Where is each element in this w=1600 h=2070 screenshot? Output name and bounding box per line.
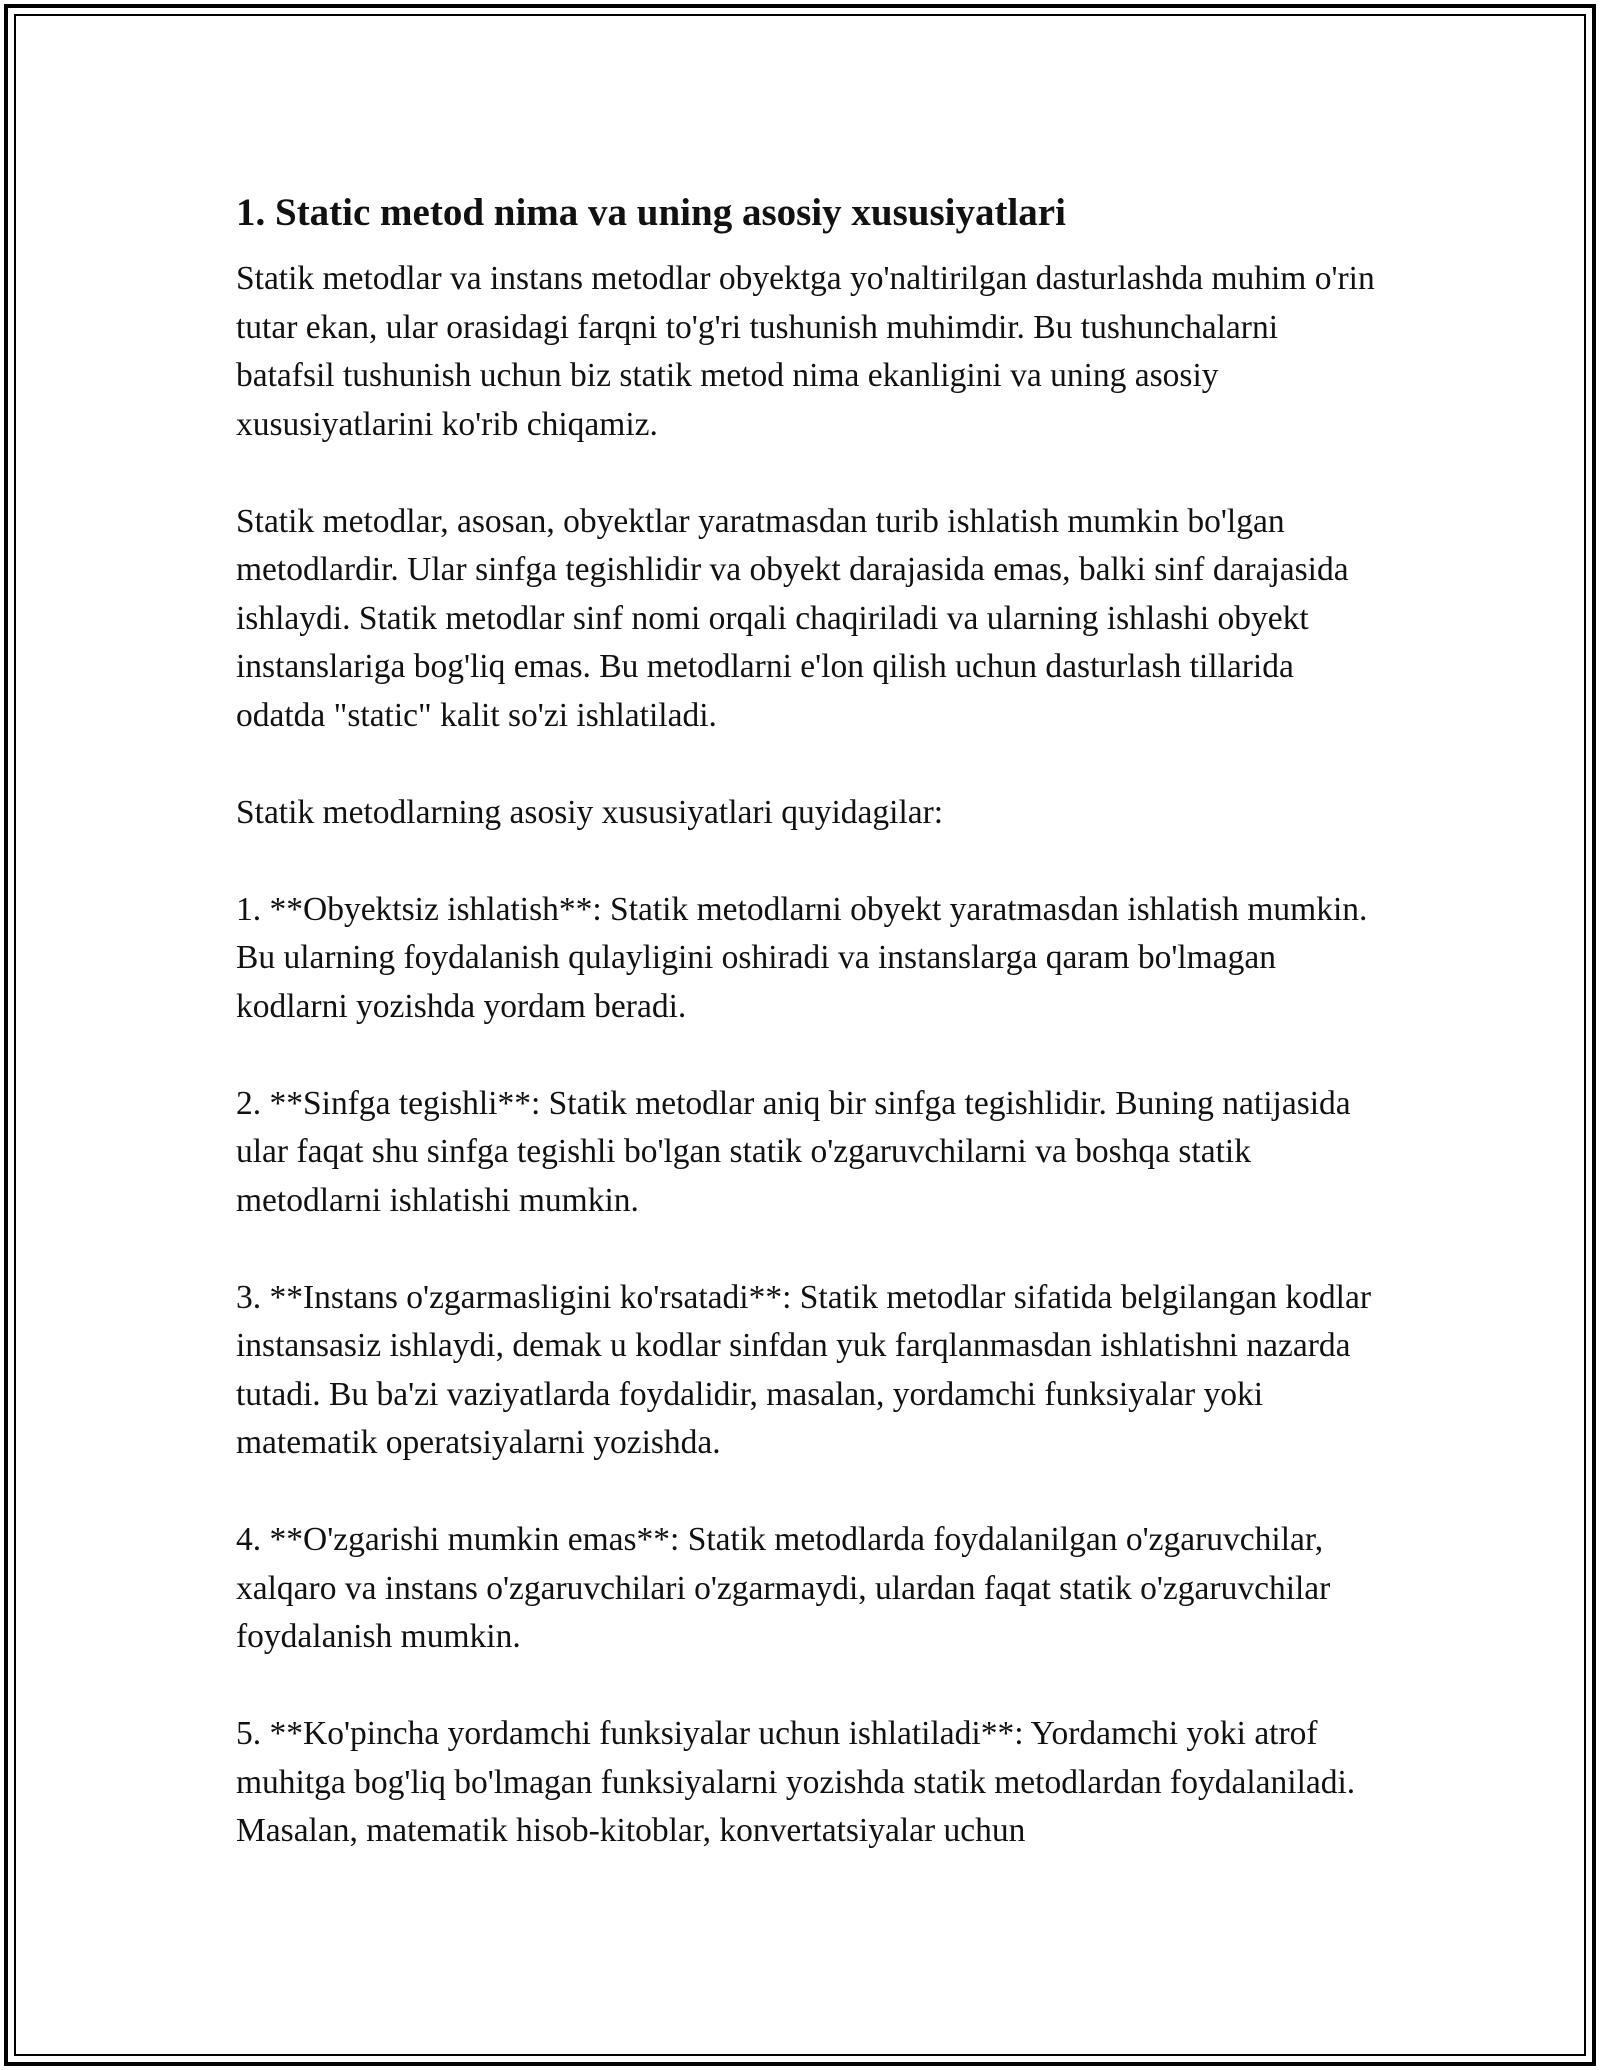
list-item-2: 2. **Sinfga tegishli**: Statik metodlar aniq bir sinfga tegishlidir. Buning natijasida ular faqat shu sinfga tegishli bo'lgan statik o'zgaruvchilarni va boshqa statik metodlarni ishlatishi mumkin. [236, 1084, 1351, 1219]
document-body [236, 185, 1376, 1856]
list-item-4: 4. **O'zgarishi mumkin emas**: Statik metodlarda foydalanilgan o'zgaruvchilar, xalqaro va instans o'zgaruvchilari o'zgarmaydi, ulardan faqat statik o'zgaruvchilar foydalanish mumkin. [236, 1521, 1331, 1655]
list-item-1: 1. **Obyektsiz ishlatish**: Statik metodlarni obyekt yaratmasdan ishlatish mumkin. Bu ularning foydalanish qulayligini oshiradi va instanslarga qaram bo'lmagan kodlarni yozishda yordam beradi. [236, 890, 1368, 1025]
section-heading: 1. Static metod nima va uning asosiy xususiyatlari [236, 191, 1066, 234]
paragraph-list-intro: Statik metodlarning asosiy xususiyatlari quyidagilar: [236, 793, 944, 831]
list-item-5: 5. **Ko'pincha yordamchi funksiyalar uchun ishlatiladi**: Yordamchi yoki atrof muhitga bog'liq bo'lmagan funksiyalarni yozishda statik metodlardan foydalaniladi. Masalan, matematik hisob-kitoblar, konvertatsiyalar uchun [236, 1715, 1356, 1849]
list-item-3: 3. **Instans o'zgarmasligini ko'rsatadi**: Statik metodlar sifatida belgilangan kodlar instansasiz ishlaydi, demak u kodlar sinfdan yuk farqlanmasdan ishlatishni nazarda tutadi. Bu ba'zi vaziyatlarda foydalidir, masalan, yordamchi funksiyalar yoki matematik operatsiyalarni yozishda. [236, 1278, 1371, 1461]
paragraph-intro: Statik metodlar va instans metodlar obyektga yo'naltirilgan dasturlashda muhim o'rin tutar ekan, ular orasidagi farqni to'g'ri tushunish muhimdir. Bu tushunchalarni batafsil tushunish uchun biz statik metod nima ekanligini va uning asosiy xususiyatlarini ko'rib chiqamiz. [236, 260, 1375, 443]
paragraph-definition: Statik metodlar, asosan, obyektlar yaratmasdan turib ishlatish mumkin bo'lgan metodlardir. Ular sinfga tegishlidir va obyekt darajasida emas, balki sinf darajasida ishlaydi. Statik metodlar sinf nomi orqali chaqiriladi va ularning ishlashi obyekt instanslariga bog'liq emas. Bu metodlarni e'lon qilish uchun dasturlash tillarida odatda "static" kalit so'zi ishlatiladi. [236, 502, 1349, 734]
